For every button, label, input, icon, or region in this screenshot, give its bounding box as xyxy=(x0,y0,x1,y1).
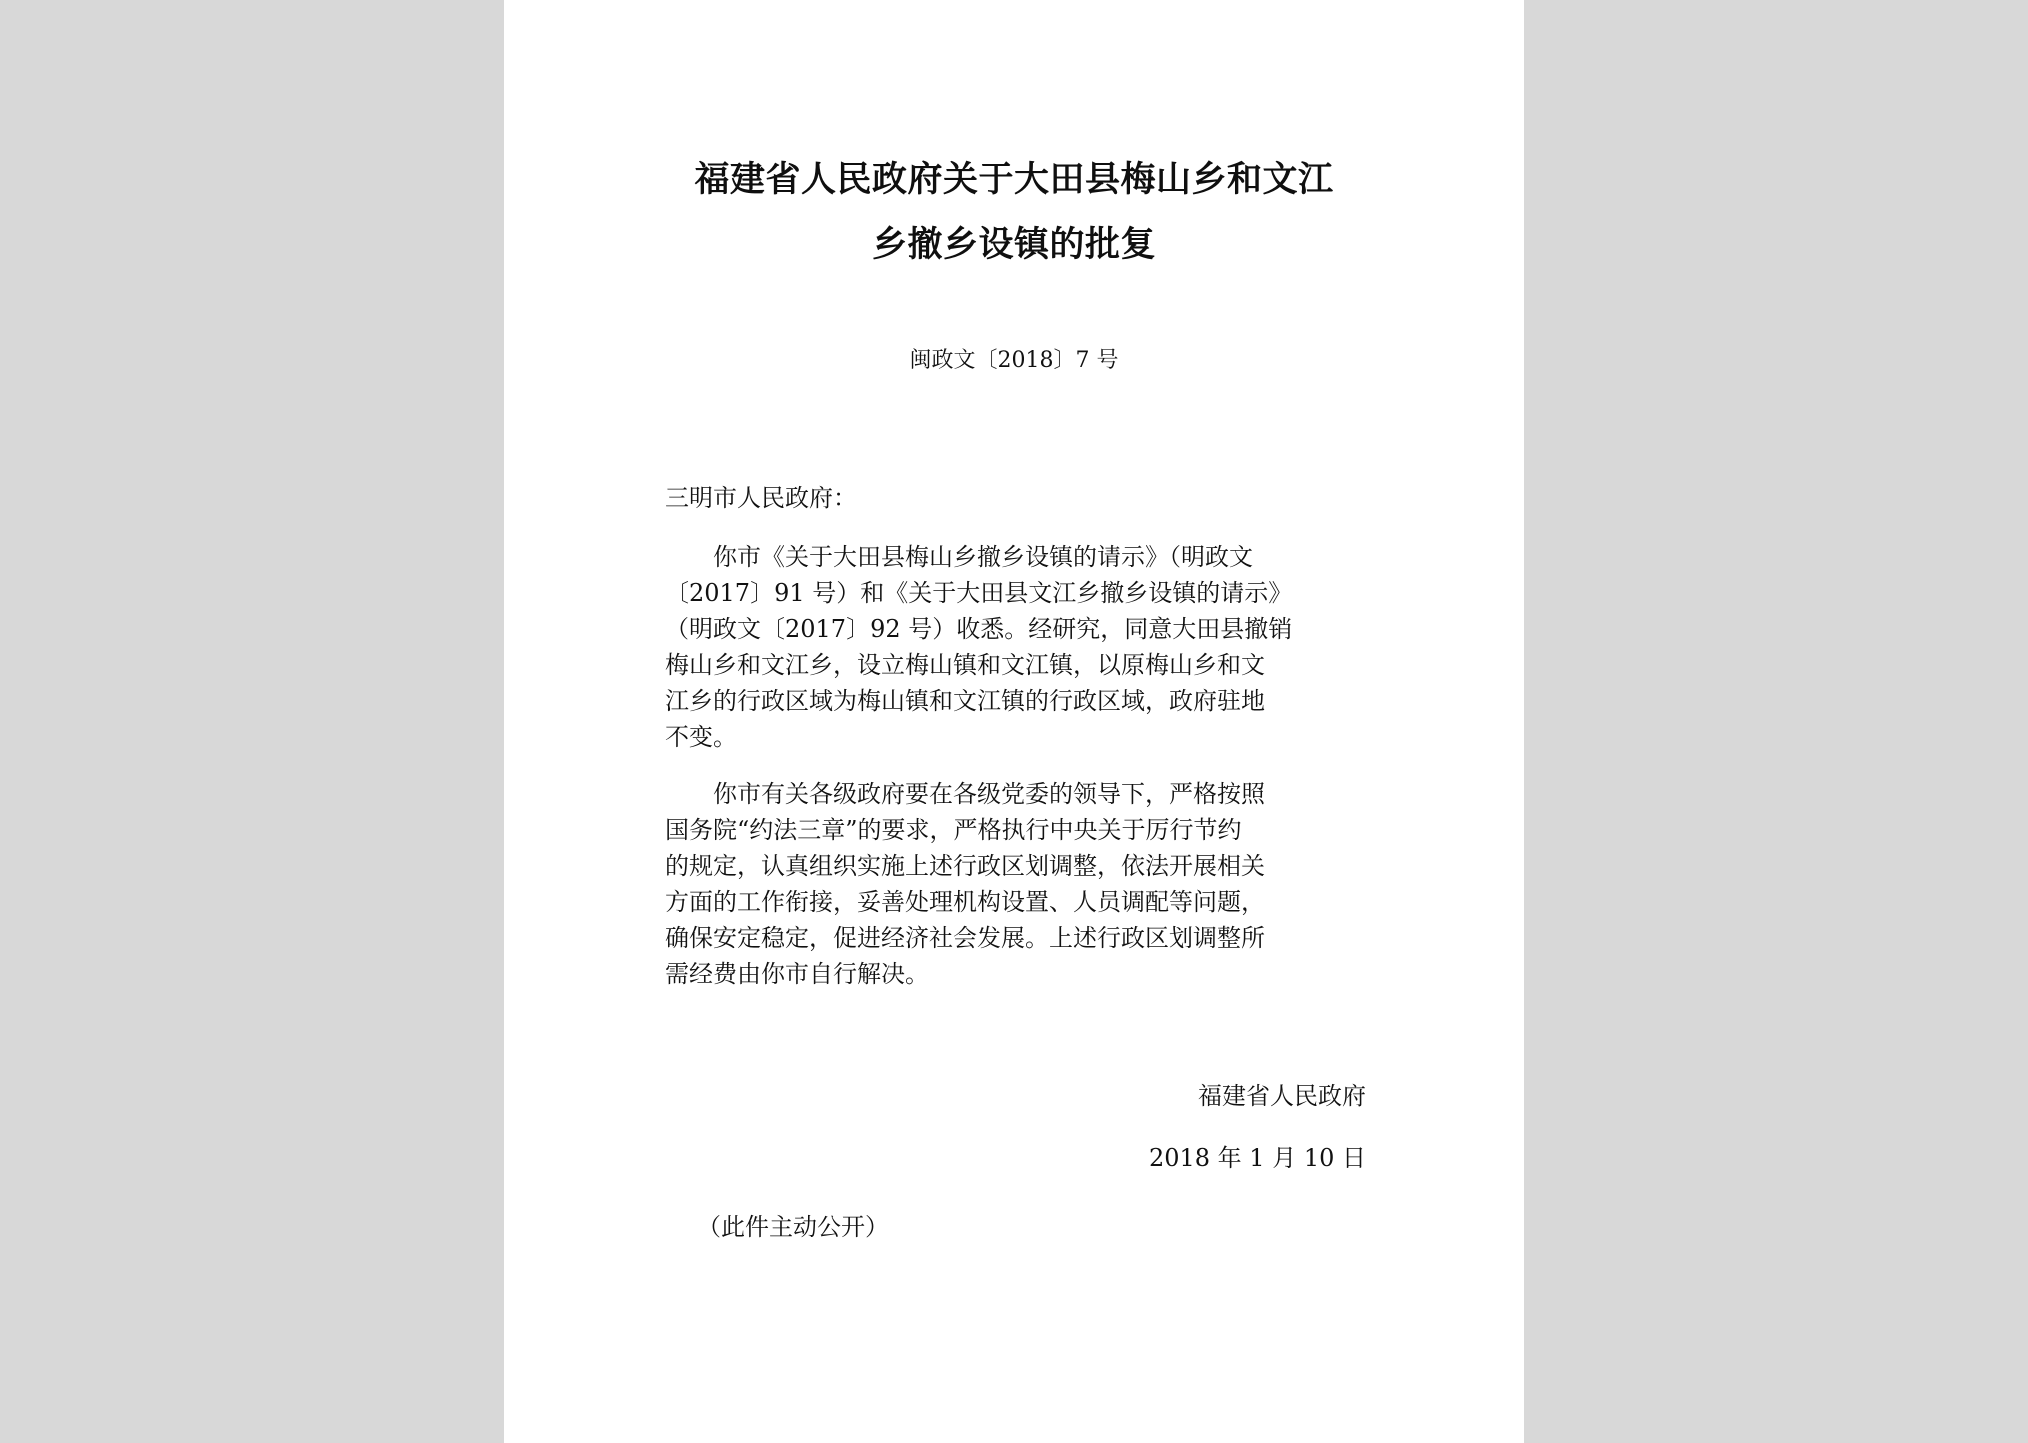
document-number: 闽政文〔2018〕7 号 xyxy=(909,348,1119,373)
document-title xyxy=(504,148,1524,278)
body-paragraph-2 xyxy=(665,776,1355,992)
paragraph-line: 需经费由你市自行解决。 xyxy=(665,960,929,988)
title-line: 福建省人民政府关于大田县梅山乡和文江 xyxy=(694,160,1334,200)
disclosure-note: （此件主动公开） xyxy=(697,1213,889,1241)
paragraph-line: 确保安定稳定，促进经济社会发展。上述行政区划调整所 xyxy=(665,924,1265,952)
paragraph-line: 梅山乡和文江乡，设立梅山镇和文江镇，以原梅山乡和文 xyxy=(665,651,1265,679)
paragraph-line: 的规定，认真组织实施上述行政区划调整，依法开展相关 xyxy=(665,852,1265,880)
body-paragraph-1 xyxy=(665,539,1355,755)
paragraph-line: 国务院“约法三章”的要求，严格执行中央关于厉行节约 xyxy=(665,816,1242,844)
document-page xyxy=(504,0,1524,1443)
issue-date: 2018 年 1 月 10 日 xyxy=(1148,1144,1366,1172)
addressee: 三明市人民政府： xyxy=(665,484,857,512)
paragraph-line: 江乡的行政区域为梅山镇和文江镇的行政区域，政府驻地 xyxy=(665,687,1265,715)
issuer-signature: 福建省人民政府 xyxy=(1198,1082,1366,1110)
paragraph-line: 〔2017〕91 号）和《关于大田县文江乡撤乡设镇的请示》 xyxy=(665,579,1293,607)
paragraph-line: 你市《关于大田县梅山乡撤乡设镇的请示》（明政文 xyxy=(665,543,1253,571)
paragraph-line: 不变。 xyxy=(665,723,737,751)
paragraph-line: 方面的工作衔接，妥善处理机构设置、人员调配等问题， xyxy=(665,888,1265,916)
title-line: 乡撤乡设镇的批复 xyxy=(871,225,1156,265)
paragraph-line: （明政文〔2017〕92 号）收悉。经研究，同意大田县撤销 xyxy=(665,615,1293,643)
paragraph-line: 你市有关各级政府要在各级党委的领导下，严格按照 xyxy=(665,780,1265,808)
